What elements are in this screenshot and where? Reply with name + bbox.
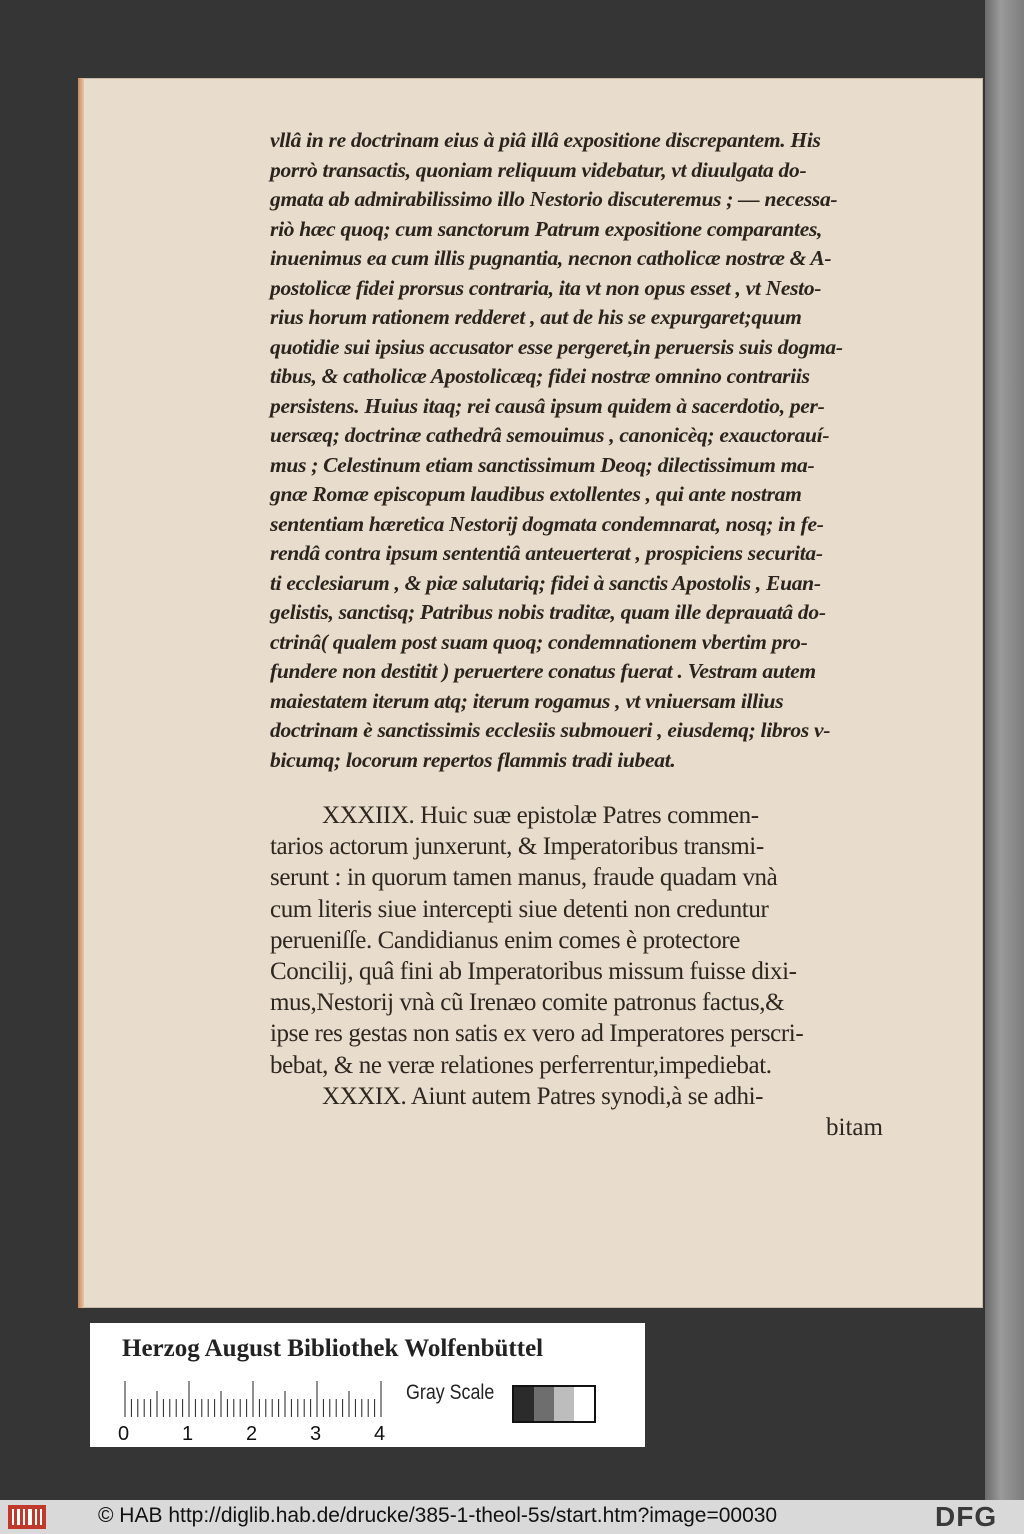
text-line: serunt : in quorum tamen manus, fraude quadam vnà <box>270 864 778 892</box>
ruler-num-4: 4 <box>374 1423 386 1445</box>
text-line: tarios actorum junxerunt, & Imperatoribus transmi- <box>270 833 764 861</box>
text-line: bebat, & ne veræ relationes perferrentur,impediebat. <box>270 1051 772 1079</box>
text-line: postolicæ fidei prorsus contraria, ita vt non opus esset , vt Nesto- <box>270 275 822 300</box>
text-line: bicumq; locorum repertos flammis tradi iubeat. <box>270 747 676 772</box>
book-edge-strip <box>985 0 1024 1500</box>
ruler-num-1: 1 <box>182 1423 194 1445</box>
text-line: riò hæc quoq; cum sanctorum Patrum expositione comparantes, <box>270 216 823 241</box>
gray-swatch <box>574 1387 594 1421</box>
text-line: gelistis, sanctisq; Patribus nobis traditæ, quam ille deprauatâ do- <box>270 600 826 624</box>
library-label-card <box>90 1323 645 1447</box>
text-line: doctrinam è sanctissimis ecclesiis submoueri , eiusdemq; libros v- <box>270 718 831 742</box>
gray-swatch <box>534 1387 554 1421</box>
italic-text-block <box>270 126 920 775</box>
text-line: vllâ in re doctrinam eius à piâ illâ expositione discrepantem. His <box>270 128 821 152</box>
text-line: cum literis siue intercepti siue detenti non creduntur <box>270 895 769 923</box>
text-line: XXXIIX. Huic suæ epistolæ Patres commen- <box>322 802 759 829</box>
text-line: XXXIX. Aiunt autem Patres synodi,à se adhi- <box>322 1082 764 1110</box>
text-line: ti ecclesiarum , & piæ salutariq; fidei à sanctis Apostolis , Euan- <box>270 570 821 595</box>
gray-scale-bar <box>512 1385 596 1423</box>
gray-scale-label: Gray Scale <box>406 1381 495 1404</box>
ruler-numbers <box>118 1423 398 1445</box>
text-line: sententiam hæretica Nestorij dogmata condemnarat, nosq; in fe- <box>270 511 824 536</box>
text-line: ctrinâ( qualem post suam quoq; condemnationem vbertim pro- <box>270 629 808 654</box>
text-line: mus,Nestorij vnà cũ Irenæo comite patronus factus,& <box>270 989 785 1017</box>
text-line: rendâ contra ipsum sententiâ anteuerterat , prospiciens securita- <box>270 541 823 565</box>
catchword: bitam <box>826 1114 883 1141</box>
library-name: Herzog August Bibliothek Wolfenbüttel <box>122 1335 544 1362</box>
text-line: tibus, & catholicæ Apostolicæq; fidei nostræ omnino contrariis <box>270 364 810 388</box>
text-line: inuenimus ea cum illis pugnantia, necnon catholicæ nostræ & A- <box>270 246 832 270</box>
gray-swatch <box>554 1387 574 1421</box>
text-line: persistens. Huius itaq; rei causâ ipsum quidem à sacerdotio, per- <box>270 393 825 418</box>
text-line: rius horum rationem redderet , aut de his se expurgaret;quum <box>270 305 802 329</box>
text-line: gnæ Romæ episcopum laudibus extollentes , qui ante nostram <box>270 482 802 506</box>
text-line: perueniſſe. Candidianus enim comes è protectore <box>270 926 740 954</box>
dfg-logo: DFG <box>935 1501 998 1532</box>
page-edge <box>78 78 84 1308</box>
roman-text-block <box>270 800 920 1112</box>
text-line: maiestatem iterum atq; iterum rogamus , vt vniuersam illius <box>270 688 784 713</box>
text-line: porrò transactis, quoniam reliquum videbatur, vt diuulgata do- <box>270 157 807 182</box>
text-line: quotidie sui ipsius accusator esse pergeret,in peruersis suis dogma- <box>270 334 843 359</box>
ruler-num-0: 0 <box>118 1423 130 1445</box>
barcode-icon <box>8 1505 46 1529</box>
ruler-num-2: 2 <box>246 1423 258 1445</box>
ruler-num-3: 3 <box>310 1423 322 1445</box>
ruler-scale <box>123 1375 393 1417</box>
text-line: mus ; Celestinum etiam sanctissimum Deoq; dilectissimum ma- <box>270 452 815 477</box>
text-line: uersæq; doctrinæ cathedrâ semouimus , canonicèq; exauctorauí- <box>270 423 830 447</box>
footer-bar <box>0 1500 1024 1534</box>
source-url-link[interactable]: © HAB http://diglib.hab.de/drucke/385-1-theol-5s/start.htm?image=00030 <box>98 1504 778 1527</box>
gray-swatch <box>514 1387 534 1421</box>
text-line: fundere non destitit ) peruertere conatus fuerat . Vestram autem <box>270 659 816 683</box>
text-line: ipse res gestas non satis ex vero ad Imperatores perscri- <box>270 1020 804 1048</box>
text-line: gmata ab admirabilissimo illo Nestorio discuteremus ; — necessa- <box>270 187 838 211</box>
text-line: Concilij, quâ fini ab Imperatoribus missum fuisse dixi- <box>270 958 797 986</box>
